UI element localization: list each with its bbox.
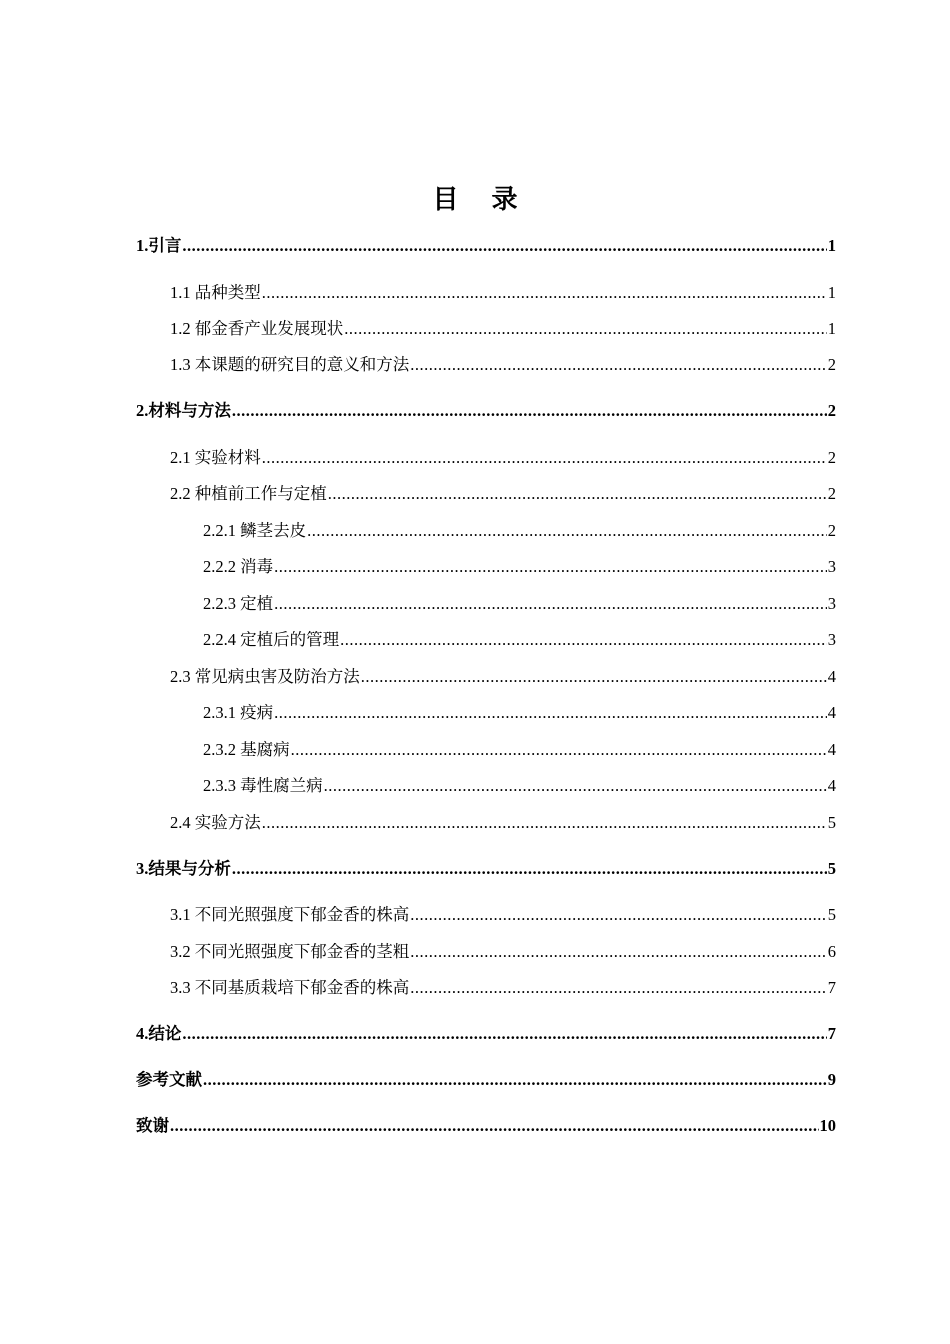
- toc-entry[interactable]: [170, 665, 836, 689]
- toc-label: 2.3 常见病虫害及防治方法: [170, 667, 360, 686]
- toc-page-number: 2: [827, 401, 836, 420]
- toc-entry[interactable]: [136, 1068, 836, 1092]
- dot-leader: [410, 903, 827, 927]
- toc-page-number: 5: [827, 905, 836, 924]
- toc-entry[interactable]: [136, 234, 836, 258]
- toc-label: 致谢: [136, 1116, 169, 1135]
- toc-entry[interactable]: [170, 903, 836, 927]
- toc-entry[interactable]: [136, 857, 836, 881]
- dot-leader: [340, 628, 827, 652]
- toc-entry[interactable]: [203, 592, 836, 616]
- toc-label: 1.引言: [136, 236, 182, 255]
- page-title: 目 录: [432, 185, 530, 215]
- toc-entry[interactable]: [203, 519, 836, 543]
- toc-entry[interactable]: [170, 482, 836, 506]
- toc-label: 1.2 郁金香产业发展现状: [170, 319, 344, 338]
- toc-page-number: 7: [827, 978, 836, 997]
- dot-leader: [307, 519, 827, 543]
- toc-label: 2.2.4 定植后的管理: [203, 630, 340, 649]
- toc-page-number: 3: [827, 594, 836, 613]
- toc-entry[interactable]: [203, 628, 836, 652]
- toc-page-number: 4: [827, 703, 836, 722]
- toc-label: 2.4 实验方法: [170, 813, 261, 832]
- toc-label: 参考文献: [136, 1070, 202, 1089]
- dot-leader: [182, 234, 826, 258]
- toc-entry[interactable]: [170, 811, 836, 835]
- toc-entry[interactable]: [136, 1022, 836, 1046]
- toc-label: 2.3.3 毒性腐兰病: [203, 776, 323, 795]
- toc-entry[interactable]: [203, 774, 836, 798]
- dot-leader: [232, 399, 827, 423]
- dot-leader: [274, 555, 827, 579]
- toc-label: 3.结果与分析: [136, 859, 231, 878]
- dot-leader: [410, 353, 827, 377]
- toc-entry[interactable]: [170, 940, 836, 964]
- toc-page-number: 9: [827, 1070, 836, 1089]
- toc-label: 3.2 不同光照强度下郁金香的茎粗: [170, 942, 410, 961]
- toc-page-number: 2: [827, 448, 836, 467]
- toc-page-number: 2: [827, 484, 836, 503]
- toc-page-number: 4: [827, 667, 836, 686]
- toc-entry[interactable]: [136, 399, 836, 423]
- toc-entry[interactable]: [170, 353, 836, 377]
- toc-label: 3.1 不同光照强度下郁金香的株高: [170, 905, 410, 924]
- toc-entry[interactable]: [170, 976, 836, 1000]
- toc-page-number: 4: [827, 776, 836, 795]
- toc-page-number: 10: [819, 1116, 836, 1135]
- toc-label: 2.2 种植前工作与定植: [170, 484, 327, 503]
- toc-page-number: 4: [827, 740, 836, 759]
- toc-label: 1.1 品种类型: [170, 283, 261, 302]
- toc-label: 2.3.2 基腐病: [203, 740, 290, 759]
- dot-leader: [262, 281, 827, 305]
- toc-page-number: 1: [827, 319, 836, 338]
- toc-page-number: 3: [827, 557, 836, 576]
- toc-label: 3.3 不同基质栽培下郁金香的株高: [170, 978, 410, 997]
- dot-leader: [361, 665, 827, 689]
- dot-leader: [344, 317, 827, 341]
- dot-leader: [203, 1068, 827, 1092]
- toc-entry[interactable]: [170, 317, 836, 341]
- toc-page-number: 2: [827, 355, 836, 374]
- toc-entry[interactable]: [203, 738, 836, 762]
- toc-page-number: 3: [827, 630, 836, 649]
- toc-page-number: 2: [827, 521, 836, 540]
- dot-leader: [410, 940, 827, 964]
- dot-leader: [232, 857, 827, 881]
- toc-page-number: 1: [827, 283, 836, 302]
- toc-page-number: 5: [827, 813, 836, 832]
- toc-page-number: 6: [827, 942, 836, 961]
- toc-entry[interactable]: [170, 446, 836, 470]
- toc-label: 1.3 本课题的研究目的意义和方法: [170, 355, 410, 374]
- dot-leader: [274, 592, 827, 616]
- toc-label: 2.1 实验材料: [170, 448, 261, 467]
- toc-entry[interactable]: [170, 281, 836, 305]
- toc-label: 2.2.3 定植: [203, 594, 274, 613]
- toc-label: 2.材料与方法: [136, 401, 231, 420]
- dot-leader: [410, 976, 827, 1000]
- dot-leader: [291, 738, 827, 762]
- dot-leader: [262, 446, 827, 470]
- dot-leader: [324, 774, 827, 798]
- toc-entry[interactable]: [203, 555, 836, 579]
- toc-label: 4.结论: [136, 1024, 182, 1043]
- toc-page-number: 1: [827, 236, 836, 255]
- toc-label: 2.2.1 鳞茎去皮: [203, 521, 307, 540]
- dot-leader: [262, 811, 827, 835]
- toc-page-number: 7: [827, 1024, 836, 1043]
- dot-leader: [274, 701, 827, 725]
- toc-page-number: 5: [827, 859, 836, 878]
- dot-leader: [182, 1022, 826, 1046]
- dot-leader: [328, 482, 827, 506]
- toc-entry[interactable]: [136, 1114, 836, 1138]
- toc-label: 2.3.1 疫病: [203, 703, 274, 722]
- dot-leader: [170, 1114, 819, 1138]
- toc-entry[interactable]: [203, 701, 836, 725]
- toc-label: 2.2.2 消毒: [203, 557, 274, 576]
